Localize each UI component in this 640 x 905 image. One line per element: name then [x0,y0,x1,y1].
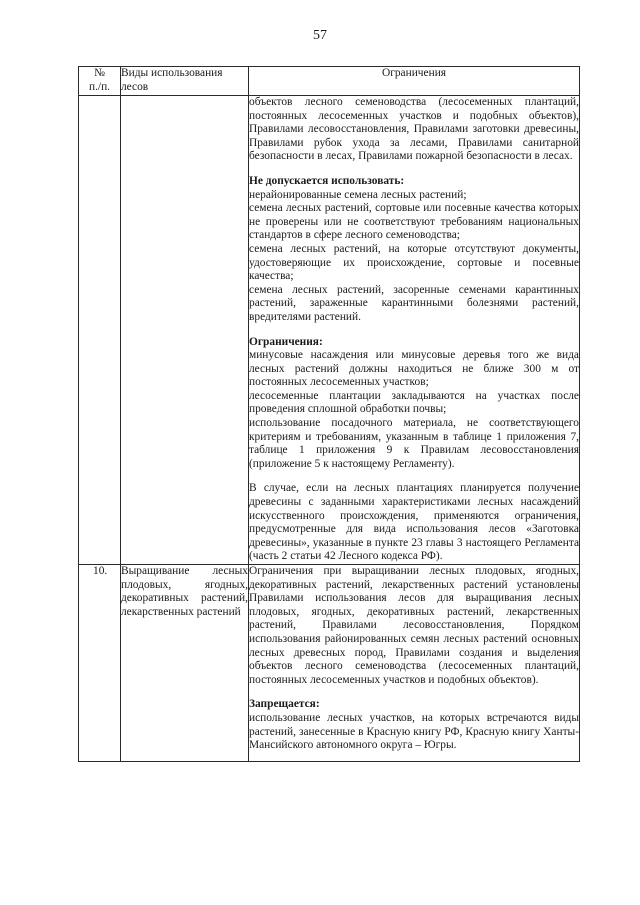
table-row [79,565,580,762]
row-cont-limitations [249,96,580,565]
header-number-symbol: № [94,67,105,79]
regulation-table [78,66,580,762]
row-10-number: 10. [79,565,121,762]
table-row [79,96,580,565]
row-cont-type [121,96,249,565]
cont-paragraph: объектов лесного семеноводства (лесосеменных плантаций, постоянных лесосеменных участков и подобных объектов), Правилами лесовосстановления, Правилами заготовки древесины, Правилами рубок ухода за лесами, Правилами санитарной безопасности в лесах, Правилами пожарной безопасности в лесах. [249,96,579,163]
header-number [79,67,121,96]
not-allowed-title: Не допускается использовать: [249,174,405,187]
prohibited-text: использование лесных участков, на которых встречаются виды растений, занесенные в Красную книгу РФ, Красную книгу Ханты-Мансийского автономного округа – Югры. [249,711,579,752]
limits-item: лесосеменные плантации закладываются на участках после проведения сплошной обработки почвы; [249,389,579,416]
not-allowed-item: семена лесных растений, на которые отсутствуют документы, удостоверяющие их происхождение, сортовые и посевные качества; [249,242,579,283]
not-allowed-item: семена лесных растений, сортовые или посевные качества которых не проверены или не соответствуют требованиям национальных стандартов в сфере лесного семеноводства; [249,202,579,242]
plantation-timber-paragraph: В случае, если на лесных плантациях планируется получение древесины с заданными характеристиками лесных насаждений искусственного происхождения, применяются ограничения, предусмотренные для вида использования лесов «Заготовка древесины», указанные в пункте 23 главы 3 настоящего Регламента (часть 2 статьи 42 Лесного кодекса РФ). [249,482,579,563]
row-10-limitations [249,565,580,762]
row-cont-number [79,96,121,565]
limits-title: Ограничения: [249,335,323,348]
limits-item: минусовые насаждения или минусовые деревья того же вида лесных растений должны находиться не ближе 300 м от постоянных лесосеменных участков; [249,349,579,389]
row-10-paragraph: Ограничения при выращивании лесных плодовых, ягодных, декоративных растений, лекарственных растений установлены Правилами использования лесов для выращивания лесных плодовых, ягодных, декоративных растений, лекарственных растений, Правилами лесовосстановления, Порядком использования районированных семян лесных растений основных лесных древесных пород, Правилами создания и выделения объектов лесного семеноводства (лесосеменных плантаций, постоянных лесосеменных участков и подобных объектов). [249,565,579,686]
table-header-row [79,67,580,96]
not-allowed-item: семена лесных растений, засоренные семенами карантинных растений, зараженные карантинными болезнями растений, вредителями растений. [249,283,579,323]
page-number: 57 [313,28,327,43]
row-10-type: Выращивание лесных плодовых, ягодных, декоративных растений, лекарственных растений [121,565,249,762]
header-limitations: Ограничения [249,67,580,96]
prohibited-title: Запрещается: [249,698,320,711]
limits-item: использование посадочного материала, не соответствующего критериям и требованиям, указанным в таблице 1 приложения 7, таблице 1 приложения 9 к Правилам лесовосстановления (приложение 5 к настоящему Регламенту). [249,417,579,470]
header-usage-type: Виды использования лесов [121,67,249,96]
not-allowed-item: нерайонированные семена лесных растений; [249,188,467,201]
header-number-abbr: п./п. [88,80,111,93]
